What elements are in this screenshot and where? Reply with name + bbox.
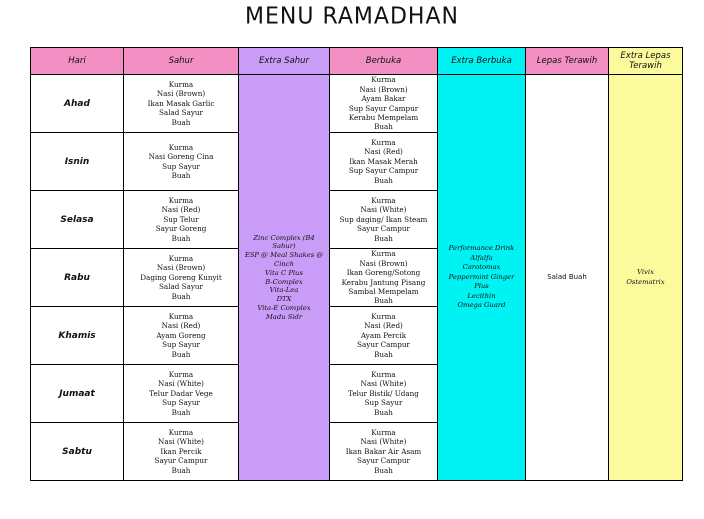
berbuka-item: Nasi (Red)	[364, 147, 403, 157]
extra-lepas-terawih-item: Vivix	[637, 268, 654, 277]
sahur-item: Nasi (Brown)	[156, 263, 206, 273]
sahur-item: Kurma	[168, 79, 194, 89]
sahur-item: Nasi Goreng Cina	[148, 152, 214, 162]
sahur-item: Sup Sayur	[162, 340, 200, 350]
header-extra-berbuka: Extra Berbuka	[438, 48, 526, 75]
berbuka-item: Kerabu Jantung Pisang	[341, 277, 426, 287]
sahur-cell	[124, 365, 239, 423]
extra-lepas-terawih-item: Ostematrix	[626, 277, 665, 286]
extra-lepas-terawih-cell	[609, 75, 683, 481]
berbuka-item: Kurma	[371, 427, 396, 437]
berbuka-item: Kurma	[371, 249, 396, 259]
extra-sahur-item: Madu Sidr	[265, 312, 303, 321]
berbuka-cell	[330, 249, 438, 307]
sahur-item: Sayur Goreng	[155, 224, 207, 234]
sahur-item: Sayur Campur	[154, 456, 208, 466]
header-sahur: Sahur	[124, 48, 239, 75]
sahur-item: Buah	[171, 349, 191, 359]
berbuka-item: Nasi (Brown)	[359, 84, 408, 94]
sahur-cell	[124, 133, 239, 191]
berbuka-item: Buah	[374, 122, 393, 132]
day-cell: Isnin	[31, 133, 124, 191]
sahur-item: Nasi (Red)	[161, 205, 201, 215]
sahur-item: Ayam Goreng	[156, 330, 206, 340]
berbuka-item: Ayam Bakar	[361, 94, 406, 104]
berbuka-item: Kurma	[371, 311, 396, 321]
berbuka-item: Sayur Campur	[357, 456, 410, 466]
berbuka-item: Buah	[374, 465, 393, 475]
berbuka-item: Buah	[374, 233, 393, 243]
sahur-item: Buah	[171, 170, 191, 180]
header-berbuka: Berbuka	[330, 48, 438, 75]
extra-sahur-item: ESP @ Meal Shakes @	[244, 251, 324, 260]
extra-berbuka-item: Alfalfa	[470, 253, 493, 262]
day-cell: Sabtu	[31, 423, 124, 481]
berbuka-item: Kurma	[371, 195, 396, 205]
berbuka-item: Kurma	[371, 75, 396, 85]
berbuka-item: Sayur Campur	[357, 340, 410, 350]
berbuka-item: Nasi (White)	[360, 205, 407, 215]
berbuka-item: Buah	[374, 175, 393, 185]
header-row	[31, 48, 683, 75]
sahur-item: Buah	[171, 465, 191, 475]
extra-berbuka-item: Omega Guard	[457, 301, 506, 310]
sahur-item: Nasi (White)	[158, 437, 204, 447]
berbuka-cell	[330, 423, 438, 481]
lepas-terawih-cell: Salad Buah	[526, 75, 609, 481]
header-extra-sahur: Extra Sahur	[239, 48, 330, 75]
berbuka-item: Nasi (White)	[360, 379, 407, 389]
sahur-item: Kurma	[168, 195, 194, 205]
sahur-item: Salad Sayur	[158, 282, 203, 292]
berbuka-item: Buah	[374, 296, 393, 306]
sahur-cell	[124, 191, 239, 249]
extra-sahur-cell	[239, 75, 330, 481]
berbuka-item: Ikan Goreng/Sotong	[346, 268, 421, 278]
sahur-item: Ikan Percik	[160, 446, 202, 456]
extra-sahur-item: Sahur)	[272, 242, 296, 251]
berbuka-item: Sambal Mempelam	[348, 286, 419, 296]
extra-sahur-item: DTX	[276, 295, 292, 304]
berbuka-cell	[330, 365, 438, 423]
extra-berbuka-item: Performance Drink	[448, 243, 515, 252]
berbuka-cell	[330, 75, 438, 133]
berbuka-item: Kerabu Mempelam	[348, 112, 419, 122]
extra-berbuka-item: Plus	[474, 282, 489, 291]
extra-sahur-item: Vita-Lea	[269, 286, 299, 295]
sahur-item: Buah	[171, 117, 191, 127]
sahur-item: Nasi (Brown)	[156, 89, 206, 99]
extra-sahur-item: Vita C Plus	[265, 268, 303, 277]
berbuka-cell	[330, 191, 438, 249]
sahur-item: Kurma	[168, 369, 194, 379]
berbuka-cell	[330, 307, 438, 365]
sahur-item: Kurma	[168, 427, 194, 437]
page-title: MENU RAMADHAN	[245, 3, 459, 30]
extra-sahur-item: B-Complex	[265, 277, 303, 286]
sahur-cell	[124, 75, 239, 133]
header-hari: Hari	[31, 48, 124, 75]
sahur-item: Kurma	[168, 142, 194, 152]
day-cell: Khamis	[31, 307, 124, 365]
berbuka-item: Sup Sayur Campur	[348, 103, 419, 113]
day-cell: Selasa	[31, 191, 124, 249]
extra-berbuka-cell	[438, 75, 526, 481]
sahur-item: Sup Telur	[163, 214, 199, 224]
sahur-item: Buah	[171, 291, 191, 301]
sahur-item: Daging Goreng Kunyit	[140, 272, 222, 282]
extra-berbuka-item: Carotomax	[462, 263, 501, 272]
sahur-item: Sup Sayur	[162, 161, 200, 171]
sahur-item: Buah	[171, 407, 191, 417]
sahur-item: Ikan Masak Garlic	[147, 98, 215, 108]
sahur-item: Nasi (White)	[158, 379, 204, 389]
day-cell: Jumaat	[31, 365, 124, 423]
sahur-item: Kurma	[168, 311, 194, 321]
sahur-item: Telur Dadar Vege	[149, 388, 213, 398]
berbuka-cell	[330, 133, 438, 191]
berbuka-item: Sup Sayur	[364, 398, 403, 408]
extra-sahur-item: Vita-E Complex	[257, 303, 311, 312]
sahur-item: Nasi (Red)	[161, 321, 201, 331]
berbuka-item: Sup daging/ Ikan Steam	[339, 214, 428, 224]
berbuka-item: Sup Sayur Campur	[348, 166, 419, 176]
sahur-cell	[124, 249, 239, 307]
sahur-item: Buah	[171, 233, 191, 243]
sahur-item: Sup Sayur	[162, 398, 200, 408]
berbuka-item: Buah	[374, 349, 393, 359]
extra-sahur-item: Zinc Complex (B4	[253, 233, 315, 242]
extra-berbuka-item: Lecithin	[467, 291, 496, 300]
menu-table	[30, 47, 683, 481]
sahur-cell	[124, 307, 239, 365]
berbuka-item: Sayur Campur	[357, 224, 410, 234]
sahur-cell	[124, 423, 239, 481]
berbuka-item: Buah	[374, 407, 393, 417]
berbuka-item: Ayam Percik	[360, 330, 407, 340]
berbuka-item: Kurma	[371, 369, 396, 379]
berbuka-item: Nasi (White)	[360, 437, 407, 447]
berbuka-item: Telur Bistik/ Udang	[348, 388, 419, 398]
extra-sahur-item: Cinch	[274, 259, 294, 268]
day-cell: Ahad	[31, 75, 124, 133]
table-row	[31, 75, 683, 133]
berbuka-item: Kurma	[371, 137, 396, 147]
berbuka-item: Nasi (Red)	[364, 321, 403, 331]
header-lepas-terawih: Lepas Terawih	[526, 48, 609, 75]
sahur-item: Kurma	[168, 253, 194, 263]
sahur-item: Salad Sayur	[158, 108, 203, 118]
day-cell: Rabu	[31, 249, 124, 307]
berbuka-item: Ikan Bakar Air Asam	[345, 446, 422, 456]
berbuka-item: Nasi (Brown)	[359, 258, 408, 268]
header-extra-lepas-terawih: Extra Lepas Terawih	[609, 48, 683, 75]
berbuka-item: Ikan Masak Merah	[349, 156, 418, 166]
extra-berbuka-item: Peppermint Ginger	[448, 272, 515, 281]
